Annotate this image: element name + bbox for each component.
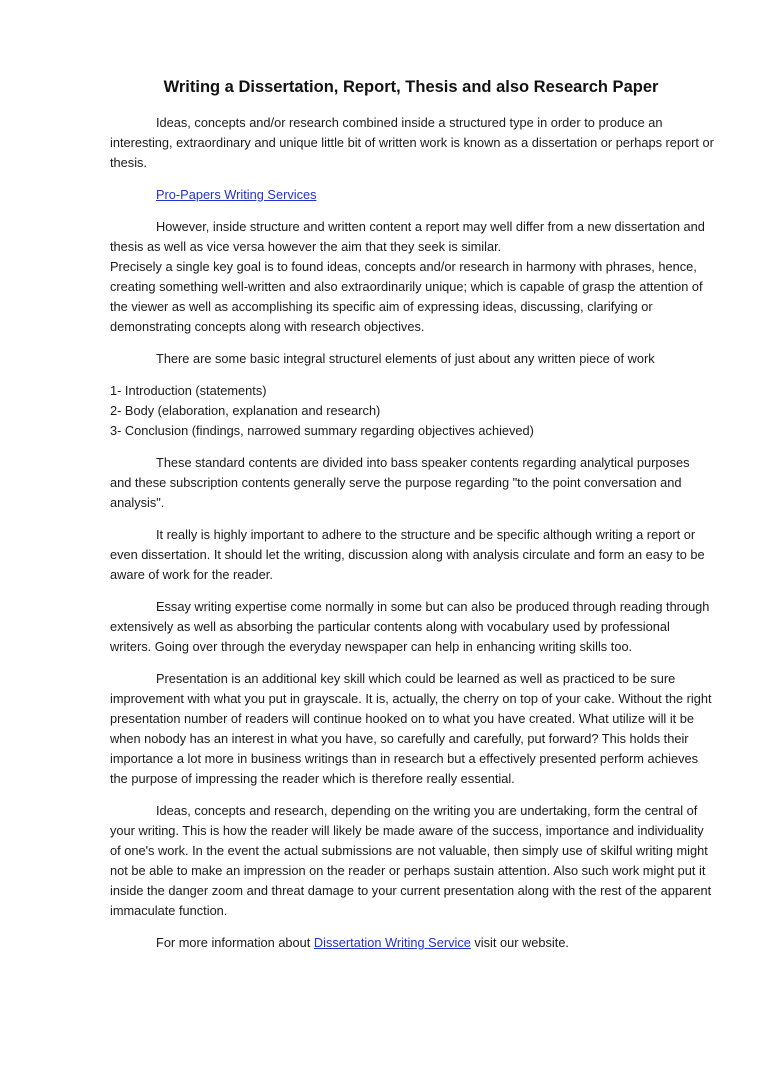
link-paragraph <box>110 185 714 205</box>
paragraph-contents: These standard contents are divided into bass speaker contents regarding analytical purposes and these subscription contents generally serve the purpose regarding "to the point conversation and analysis". <box>110 455 690 510</box>
paragraph-intro: Ideas, concepts and/or research combined inside a structured type in order to produce an interesting, extraordinary and unique little bit of written work is known as a dissertation or perhaps report or thesis. <box>110 115 714 170</box>
paragraph-structure: However, inside structure and written content a report may well differ from a new dissertation and thesis as well as vice versa however the aim that they seek is similar. <box>110 219 705 254</box>
dissertation-service-link[interactable]: Dissertation Writing Service <box>313 935 471 950</box>
list-item: 1- Introduction (statements) <box>110 383 267 398</box>
pro-papers-link[interactable]: Pro-Papers Writing Services <box>156 187 317 202</box>
list-item: 2- Body (elaboration, explanation and research) <box>110 403 381 418</box>
paragraph-goal: Precisely a single key goal is to found ideas, concepts and/or research in harmony with phrases, hence, creating something well-written and also extraordinarily unique; which is capable of grasp the attention of the viewer as well as accomplishing its specific aim of expressing ideas, discussing, clarifying or demonstrating concepts along with research objectives. <box>110 259 703 334</box>
paragraph-ideas: Ideas, concepts and research, depending on the writing you are undertaking, form the central of your writing. This is how the reader will likely be made aware of the success, importance and individuality of one's work. In the event the actual submissions are not valuable, then simply use of skilful writing might not be able to make an impression on the reader or perhaps sustain attention. Also such work might put it inside the danger zoom and threat damage to your current presentation along with the rest of the apparent immaculate function. <box>110 803 712 918</box>
final-suffix: visit our website. <box>470 935 569 950</box>
paragraph-adhere: It really is highly important to adhere to the structure and be specific although writing a report or even dissertation. It should let the writing, discussion along with analysis circulate and form an easy to be aware of work for the reader. <box>110 527 705 582</box>
document-body <box>110 113 714 965</box>
list-item: 3- Conclusion (findings, narrowed summary regarding objectives achieved) <box>110 423 534 438</box>
elements-list <box>110 381 714 441</box>
paragraph-presentation: Presentation is an additional key skill which could be learned as well as practiced to be sure improvement with what you put in grayscale. It is, actually, the cherry on top of your cake. Without the right presentation number of readers will continue hooked on to what you have created. What utilize will it be when nobody has an interest in what you have, so carefully and carefully, put forward? This holds their importance a lot more in business writings than in research but a effectively presented perform achieves the purpose of impressing the reader which is therefore really essential. <box>110 671 712 786</box>
paragraph-expertise: Essay writing expertise come normally in some but can also be produced through reading through extensively as well as absorbing the particular contents along with vocabulary used by professional writers. Going over through the everyday newspaper can help in enhancing writing skills too. <box>110 599 710 654</box>
paragraph-elements: There are some basic integral structurel elements of just about any written piece of work <box>156 351 655 366</box>
paragraph-final <box>110 933 714 953</box>
document-title: Writing a Dissertation, Report, Thesis and also Research Paper <box>163 78 659 96</box>
final-prefix: For more information about <box>156 935 314 950</box>
